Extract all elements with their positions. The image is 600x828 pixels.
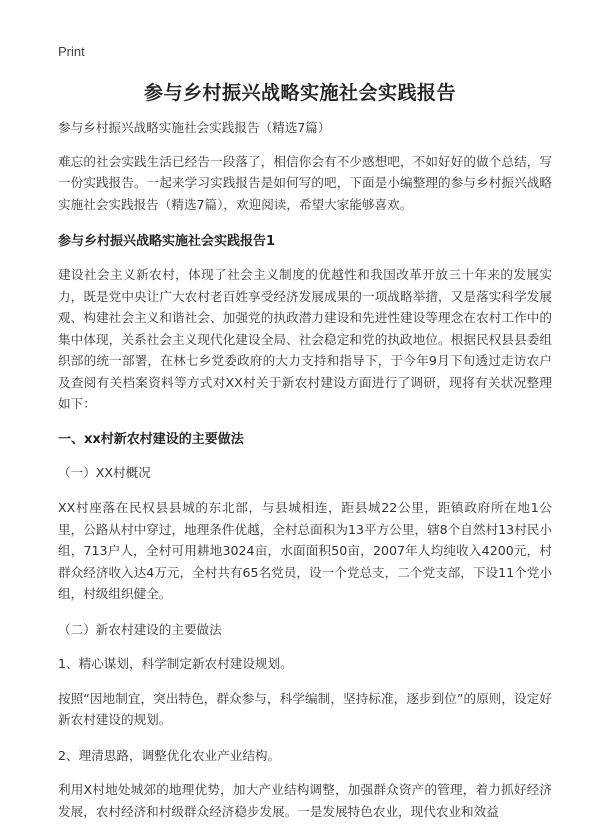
intro-paragraph: 难忘的社会实践生活已经告一段落了，相信你会有不少感想吧，不如好好的做个总结，写一份实践报告。一起来学习实践报告是如何写的吧，下面是小编整理的参与乡村振兴战略实施社会实践报告（精选7篇），欢迎阅读，希望大家能够喜欢。: [58, 153, 552, 212]
list-item-1-paragraph: 按照“因地制宜，突出特色，群众参与，科学编制，坚持标准，逐步到位”的原则，设定好新农村建设的规划。: [58, 690, 552, 727]
subheading-village-overview: （一）XX村概况: [58, 464, 151, 480]
section1-heading: 参与乡村振兴战略实施社会实践报告1: [58, 234, 276, 249]
village-overview-paragraph: XX村座落在民权县县城的东北部，与县城相连，距县城22公里，距镇政府所在地1公里，公路从村中穿过，地理条件优越，全村总面积为13平方公里，辖8个自然村13村民小组，713户人，全村可用耕地3024亩，水面面积50亩，2007年人均纯收入4200元，村群众经济收入达4万元，全村共有65名党员，设一个党总支，二个党支部，下设11个党小组，村级组织健全。: [58, 500, 552, 601]
document-subtitle: 参与乡村振兴战略实施社会实践报告（精选7篇）: [58, 120, 331, 135]
document-title: 参与乡村振兴战略实施社会实践报告: [143, 82, 456, 104]
list-item-2: 2、理清思路，调整优化农业产业结构。: [58, 747, 281, 763]
list-item-1: 1、精心谋划，科学制定新农村建设规划。: [58, 656, 293, 671]
list-item-2-paragraph: 利用X村地处城郊的地理优势，加大产业结构调整，加强群众资产的管理，着力抓好经济发展，农村经济和村级群众经济稳步发展。一是发展特色农业，现代农业和效益: [58, 782, 552, 819]
subheading-main-practices: （二）新农村建设的主要做法: [58, 621, 222, 637]
section1-paragraph: 建设社会主义新农村，体现了社会主义制度的优越性和我国改革开放三十年来的发展实力，既是党中央让广大农村老百姓享受经济发展成果的一项战略举措，又是落实科学发展观、构建社会主义和谐社会、加强党的执政潜力建设和先进性建设等理念在农村工作中的集中体现，关系社会主义现代化建设全局、社会稳定和党的执政地位。根据民权县县委组织部的统一部署，在林七乡党委政府的大力支持和指导下，于今年9月下旬透过走访农户及查阅有关档案资料等方式对XX村关于新农村建设方面进行了调研，现将有关状况整理如下：: [58, 267, 552, 411]
print-label[interactable]: Print: [58, 44, 85, 59]
document-body: [58, 117, 552, 822]
heading-main-practices: 一、xx村新农村建设的主要做法: [58, 431, 244, 447]
